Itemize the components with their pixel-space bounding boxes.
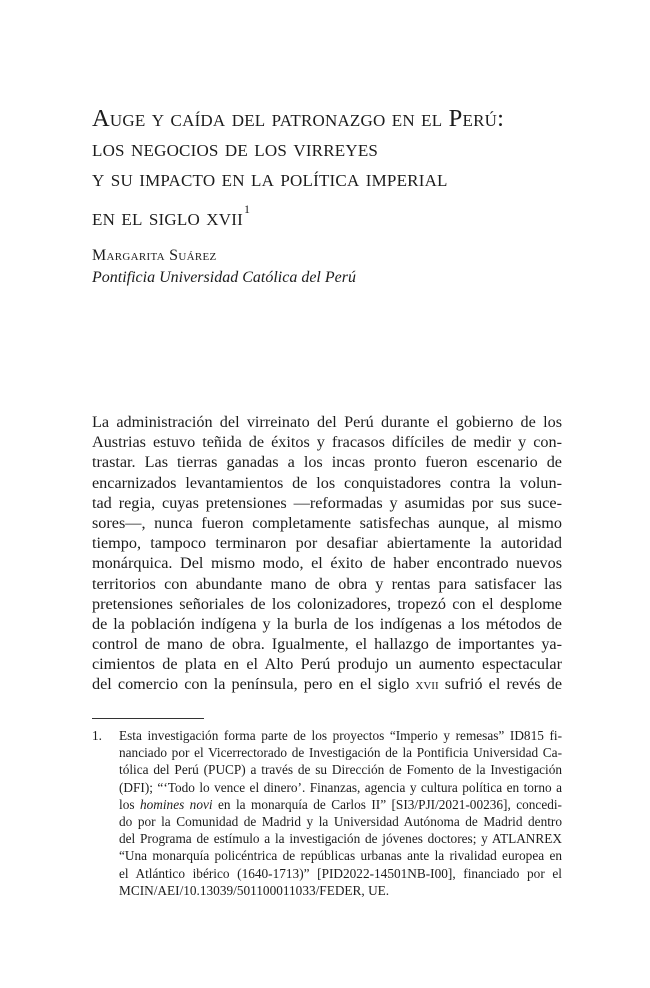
body-line: Austrias estuvo teñida de éxitos y fracasos difíciles de medir y con- [92,433,562,452]
footnote-line: do por la Comunidad de Madrid y la Universidad Autónoma de Madrid dentro [119,813,562,829]
author-affiliation: Pontificia Universidad Católica del Perú [92,269,356,286]
footnote-line: el Atlántico ibérico (1640-1713)” [PID2022-14501NB-I00], financiado por el [119,865,562,881]
body-line: territorios con abundante mano de obra y rentas para satisfacer las [92,574,562,593]
footnote-line: tólica del Perú (PUCP) a través de su Dirección de Fomento de la Investigación [119,762,562,778]
footnote-line5-after: en la monarquía de Carlos II” [SI3/PJI/2021-00236], concedi- [218,796,562,812]
body-line: tad regia, cuyas pretensiones —reformadas y asumidas por sus suce- [92,493,562,512]
footnote-italic-term: homines novi [139,796,213,812]
body-line: sores—, nunca fueron completamente satisfechas aunque, al mismo [92,513,562,532]
footnote-line: MCIN/AEI/10.13039/501100011033/FEDER, UE. [119,882,390,898]
body-paragraph [92,412,562,695]
footnote-text [119,727,562,899]
title-line-1: Auge y caída del patronazgo en el Perú: [92,105,505,132]
author-name: Margarita Suárez [92,247,217,264]
title-line-3: y su impacto en la política imperial [92,165,448,192]
footnote-marker[interactable]: 1 [243,202,251,216]
chapter-title [92,104,612,233]
body-line: tiempo, tampoco terminaron por desafiar abiertamente la autoridad [92,534,562,553]
footnote-line: del Programa de estímulo a la investigación de jóvenes doctores; y ATLANREX [119,831,562,847]
body-last-before: del comercio con la península, pero en el siglo [92,675,410,694]
body-line: de la población indígena y la burla de los indígenas a los métodos de [92,614,562,633]
body-line: trastar. Las tierras ganadas a los incas pronto fueron escenario de [92,453,562,472]
body-last-after: sufrió el revés de [444,675,563,694]
body-line: control de mano de obra. Igualmente, el hallazgo de importantes ya- [92,635,562,654]
footnote-separator [92,718,204,719]
footnote-line: (DFI); “‘Todo lo vence el dinero’. Finanzas, agencia y cultura política en torno a [119,779,562,795]
title-line-4 [92,194,612,233]
body-line: La administración del virreinato del Perú durante el gobierno de los [92,413,562,431]
footnote-line: nanciado por el Vicerrectorado de Investigación de la Pontificia Universidad Ca- [119,745,562,761]
body-line: cimientos de plata en el Alto Perú produjo un aumento espectacular [92,655,562,674]
title-line-2: los negocios de los virreyes [92,135,379,162]
century-smallcaps: xvii [415,675,439,694]
footnote-line5-before: los [119,796,135,812]
footnote-number: 1. [92,728,102,743]
body-line: encarnizados levantamientos de los conquistadores contra la volun- [92,473,562,492]
body-line: monárquica. Del mismo modo, el éxito de haber encontrado nuevos [92,554,562,573]
body-line: pretensiones señoriales de los colonizadores, tropezó con el desplome [92,594,562,613]
body-line-last [92,674,562,694]
footnote [92,727,562,899]
footnote-line: Esta investigación forma parte de los proyectos “Imperio y remesas” ID815 fi- [119,728,562,743]
title-line-4-text: en el siglo xvii [92,204,243,231]
footnote-line: “Una monarquía policéntrica de repúblicas urbanas ante la rivalidad europea en [119,848,562,864]
footnote-line [119,796,562,813]
